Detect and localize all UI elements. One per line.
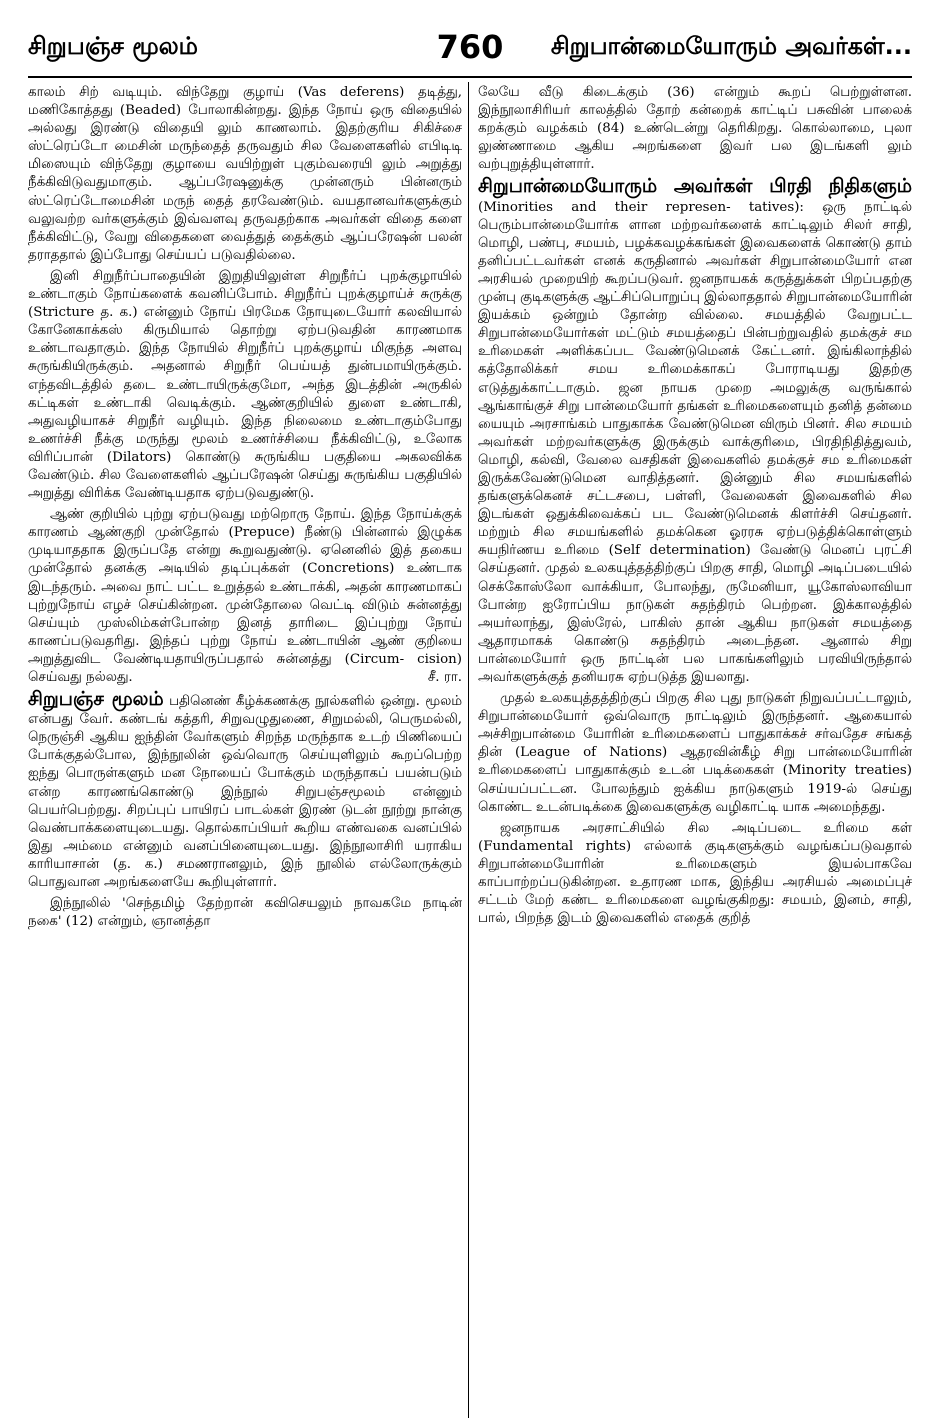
author-signature: சீ. ரா.: [427, 670, 462, 685]
paragraph: லேயே வீடு கிடைக்கும் (36) என்றும் கூறப் பெற்றுள்ளன. இந்நூலாசிரியர் காலத்தில் தோற் கன்றைக் காட்டிப் பசுவின் பாலைக் கறக்கும் வழக்கம் (84) உண்டென்று தெரிகிறது. கொல்லாமை, புலா லுண்ணாமை ஆகிய அறங்களை இவர் பல இடங்களி லும் வற்புறுத்தியுள்ளார்.: [478, 85, 912, 173]
entry-text: (Minorities and their represen- tatives): ஒரு நாட்டில் பெரும்பான்மையோர்க ளான மற்றவர்களைக் காட்டிலும் சிலர் சாதி, மொழி, பண்பு, சமயம், பழக்கவழக்கங்கள் இவைகளைக் கொண்டு தாம் தனிப்பட்டவர்கள் எனக் கருதினால் அவர்கள் சிறுபான்மையோர் என அரசியல் முறையிற் கூறப்படுவர். ஜனநாயகக் கருத்துக்கள் பிறப்பதற்கு முன்பு குடிகளுக்கு ஆட்சிப்பொறுப்பு இல்லாததால் சிறுபான்மையோரின் இயக்கம் ஒன்றும் தோன்ற வில்லை. சமயத்தில் வேறுபட்ட சிறுபான்மையோர்கள் மட்டும் சமயத்தைப் பின்பற்றுவதில் தமக்குச் சம உரிமைகள் அளிக்கப்பட வேண்டுமெனக் கேட்டனர். இங்கிலாந்தில் கத்தோலிக்கர் சமய உரிமைக்காகப் போராடியது இதற்கு எடுத்துக்காட்டாகும். ஜன நாயக முறை அமலுக்கு வருங்கால் ஆங்காங்குச் சிறு பான்மையோர் தங்கள் உரிமைகளையும் தனித் தன்மை யையும் அரசாங்கம் பாதுகாக்க வேண்டுமென விரும் பினர். சில சமயம் அவர்கள் மற்றவர்களுக்கு இருக்கும் வாக்குரிமை, பிரதிநிதித்துவம், மொழி, கல்வி, வேலை வசதிகள் இவைகளில் தமக்குச் சம உரிமைகள் இருக்கவேண்டுமென வாதித்தனர். இன்னும் சில சமயங்களில் தங்களுக்கெனச் சட்டசபை, பள்ளி, வேலைகள் இவைகளில் சில இடங்கள் ஒதுக்கிவைக்கப் பட வேண்டுமெனக் கிளர்ச்சி செய்தனர். மற்றும் சில சமயங்களில் தமக்கென ஓரரசு ஏற்படுத்திக்கொள்ளும் சுயநிர்ணய உரிமை (Self determination) வேண்டு மெனப் புரட்சி செய்தனர். முதல் உலகயுத்தத்திற்குப் பிறகு சாதி, மொழி அடிப்படையில் செக்கோஸ்லோ வாக்கியா, போலந்து, ருமேனியா, யூகோஸ்லாவியா போன்ற ஐரோப்பிய நாடுகள் சுதந்திரம் பெற்றன. இக்காலத்தில் அயர்லாந்து, இஸ்ரேல், பாகிஸ் தான் ஆகிய நாடுகள் சமயத்தை ஆதாரமாகக் கொண்டு சுதந்திரம் அடைந்தன. ஆனால் சிறு பான்மையோர் ஒரு நாட்டின் பல பாகங்களிலும் பரவியிருந்தால் அவர்களுக்குத் தனியரசு ஏற்படுத்த இயலாது.: [478, 199, 912, 685]
entry-title: சிறுபான்மையோரும் அவர்கள் பிரதி நிதிகளும்: [478, 175, 912, 198]
column-divider: [468, 82, 469, 1418]
entry-text: பதினெண் கீழ்க்கணக்கு நூல்களில் ஒன்று. மூலம் என்பது வேர். கண்டங் கத்தரி, சிறுவழுதுணை, சிறுமல்லி, பெருமல்லி, நெருஞ்சி ஆகிய ஐந்தின் வேர்களும் சிறந்த மருந்தாக உடற் பிணியைப் போக்குதல்போல, இந்நூலின் ஒவ்வொரு செய்யுளிலும் கூறப்பெற்ற ஐந்து பொருள்களும் மன நோயைப் போக்கும் மருந்தாகப் பயன்படும் என்ற காரணங்கொண்டு இந்நூல் சிறுபஞ்சமூலம் என்னும் பெயர்பெற்றது. சிறப்புப் பாயிரப் பாடல்கள் இரண் டுடன் நூற்று நான்கு வெண்பாக்களையுடையது. தொல்காப்பியர் கூறிய எண்வகை வனப்பில் இது அம்மை என்னும் வனப்பினையுடையது. இந்நூலாசிரி யராகிய காரியாசான் (த. க.) சமணரானலும், இந் நூலில் எல்லோருக்கும் பொதுவான அறங்களையே கூறியுள்ளார்.: [28, 694, 462, 891]
page-number: 760: [436, 28, 504, 66]
running-head-right: சிறுபான்மையோரும் அவர்கள்...: [550, 32, 912, 60]
right-column: [478, 78, 912, 1418]
paragraph: முதல் உலகயுத்தத்திற்குப் பிறகு சில புது நாடுகள் நிறுவப்பட்டாலும், சிறுபான்மையோர் ஒவ்வொரு நாட்டிலும் இருந்தனர். ஆகையால் அச்சிறுபான்மை யோரின் உரிமைகளைப் பாதுகாக்கச் சர்வதேச சங்கத் தின் (League of Nations) ஆதரவின்கீழ் சிறு பான்மையோரின் உரிமைகளைப் பாதுகாக்கும் உடன் படிக்கைகள் (Minority treaties) செய்யப்பட்டன. போலந்தும் ஐக்கிய நாடுகளும் 1919-ல் செய்து கொண்ட உடன்படிக்கை இவைகளுக்கு வழிகாட்டி யாக அமைந்தது.: [478, 691, 912, 815]
paragraph: ஜனநாயக அரசாட்சியில் சில அடிப்படை உரிமை கள் (Fundamental rights) எல்லாக் குடிகளுக்கும் வழங்கப்படுவதால் சிறுபான்மையோரின் உரிமைகளும் இயல்பாகவே காப்பாற்றப்படுகின்றன. உதாரண மாக, இந்திய அரசியல் அமைப்புச் சட்டம் மேற் கண்ட உரிமைகளை வழங்குகிறது: சமயம், இனம், சாதி, பால், பிறந்த இடம் இவைகளில் எதைக் குறித்: [478, 820, 912, 927]
left-column: [28, 78, 462, 1418]
paragraph: காலம் சிற் வடியும். விந்தேறு குழாய் (Vas deferens) தடித்து, மணிகோத்தது (Beaded) போலாகின்றது. இந்த நோய் ஒரு விதையில் அல்லது இரண்டு விதையி லும் காணலாம். இதற்குரிய சிகிச்சை ஸ்ட்ரெப்டோ மைசின் மருந்தைத் தருவதும் சில வேளைகளில் எபிடிடி மிஸையும் விந்தேறு குழாயை வயிற்றுள் புகும்வரையி லும் அறுத்து நீக்கிவிடுவதுமாகும். ஆப்பரேஷனுக்கு முன்னரும் பின்னரும் ஸ்ட்ரெப்டோமைசின் மருந் தைத் தரவேண்டும். வயதானவர்களுக்கும் வலுவற்ற வர்களுக்கும் இவ்வளவு தருவதற்காக அவர்கள் விதை களை நீக்கிவிட்டு, வேறு விதைகளை வைத்துத் தைக்கும் ஆப்பரேஷன் பலன் தராததால் இப்போது செய்யப் படுவதில்லை.: [28, 85, 462, 263]
paragraph-text: ஆண் குறியில் புற்று ஏற்படுவது மற்றொரு நோய். இந்த நோய்க்குக் காரணம் ஆண்குறி முன்தோல் (Prepuce) நீண்டு பின்னால் இழுக்க முடியாததாக இருப்பதே என்று கூறுவதுண்டு. ஏனெனில் இத் தகைய முன்தோல் தனக்கு அடியில் தடிப்புக்கள் (Concretions) உண்டாக இடந்தரும். அவை நாட் பட்ட உறுத்தல் உண்டாக்கி, அதன் காரணமாகப் புற்றுநோய் எழச் செய்கின்றன. முன்தோலை வெட்டி விடும் சுன்னத்து செய்யும் முஸ்லிம்கள்போன்ற இனத் தாரிடை இப்புற்று நோய் காணப்படுவதரிது. இந்தப் புற்று நோய் உண்டாயின் ஆண் குறியை அறுத்துவிட வேண்டியதாயிருப்பதால் சுன்னத்து (Circum- cision) செய்வது நல்லது.: [28, 507, 462, 685]
page-header: [28, 28, 912, 78]
text-columns: [28, 78, 912, 1418]
paragraph: இனி சிறுநீர்ப்பாதையின் இறுதியிலுள்ள சிறுநீர்ப் புறக்குழாயில் உண்டாகும் நோய்களைக் கவனிப்போம். சிறுநீர்ப் புறக்குழாய்ச் சுருக்கு (Stricture த. க.) என்னும் நோய் பிரமேக நோயுடையோர் கலவியால் கோனேகாக்கஸ் கிருமியால் தொற்று ஏற்படுவதின் காரணமாக உண்டாவதாகும். இந்த நோயில் சிறுநீர்ப் புறக்குழாய் மிகுந்த அளவு சுருங்கியிருக்கும். அதனால் சிறுநீர் பெய்யத் துன்பமாயிருக்கும். எந்தவிடத்தில் தடை உண்டாயிருக்குமோ, அந்த இடத்தின் அருகில் கட்டிகள் உண்டாகி வெடிக்கும். ஆண்குறியில் துளை உண்டாகி, அதுவழியாகச் சிறுநீர் வழியும். இந்த நிலைமை உண்டாகும்போது உணர்ச்சி நீக்கு மருந்து மூலம் உணர்ச்சியை நீக்கிவிட்டு, உலோக விரிப்பான் (Dilators) கொண்டு சுருங்கிய பகுதியை அகலவிக்க வேண்டும். சில வேளைகளில் ஆப்பரேஷன் செய்து சுருங்கிய பகுதியில் அறுத்து விரிக்க வேண்டியதாக ஏற்படுவதுண்டு.: [28, 268, 462, 502]
entry-title: சிறுபஞ்ச மூலம்: [28, 688, 164, 711]
entry: [478, 177, 912, 687]
running-head-left: சிறுபஞ்ச மூலம்: [28, 32, 198, 60]
paragraph: [28, 506, 462, 687]
paragraph: இந்நூலில் 'செந்தமிழ் தேற்றான் கவிசெயலும் நாவகமே நாடின் நகை' (12) என்றும், ஞானத்தா: [28, 896, 462, 930]
entry: [28, 690, 462, 892]
